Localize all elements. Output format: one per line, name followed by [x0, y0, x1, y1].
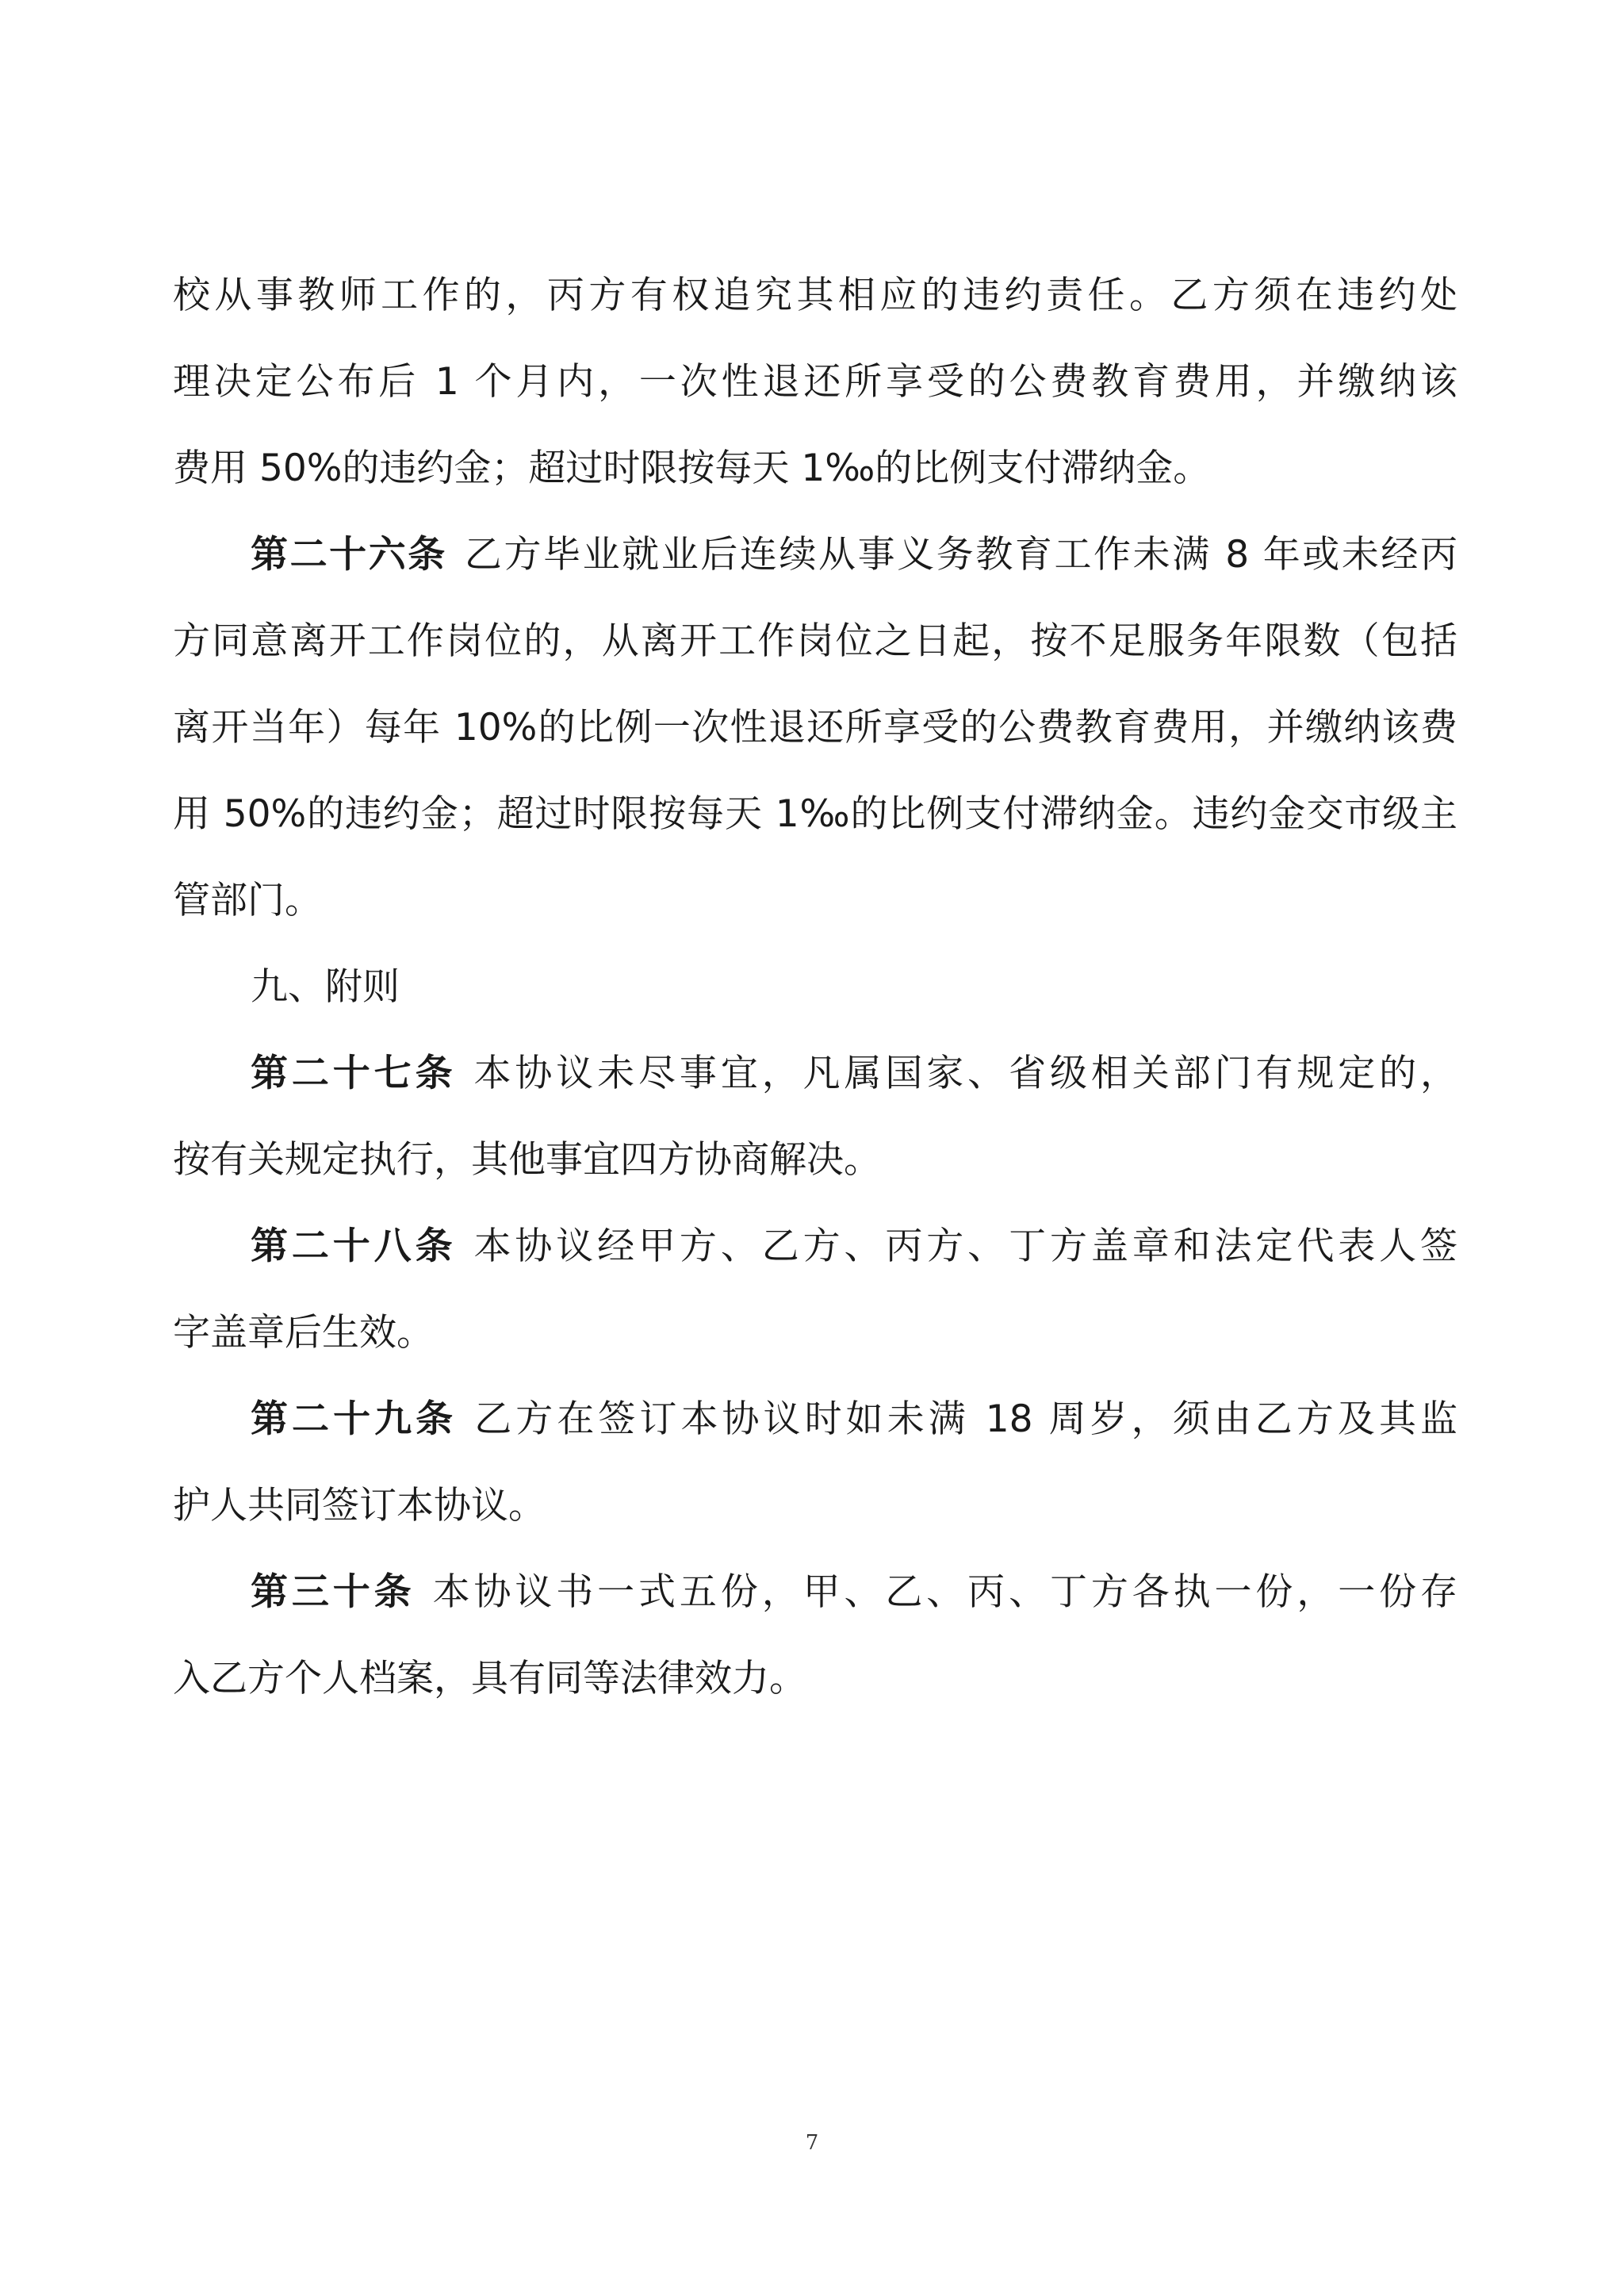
article-27-first-line [173, 1030, 1457, 1117]
line-text: 乙方在签订本协议时如未满 18 周岁，须由乙方及其监 [474, 1397, 1457, 1441]
line-text: 本协议书一式五份，甲、乙、丙、丁方各执一份，一份存 [432, 1570, 1458, 1614]
line-text: 字盖章后生效。 [173, 1311, 434, 1355]
page-number: 7 [805, 2131, 819, 2155]
line-text: 管部门。 [173, 879, 322, 922]
line-text: 理决定公布后 1 个月内，一次性退还所享受的公费教育费用，并缴纳该 [173, 360, 1457, 404]
text-line [173, 1635, 1457, 1722]
line-text: 入乙方个人档案，具有同等法律效力。 [173, 1657, 806, 1700]
article-26-title: 第二十六条 [251, 533, 447, 577]
text-line [173, 857, 1457, 944]
line-text: 护人共同签订本协议。 [173, 1484, 546, 1527]
text-line [173, 339, 1457, 425]
article-28-first-line [173, 1203, 1457, 1290]
line-text: 方同意离开工作岗位的，从离开工作岗位之日起，按不足服务年限数（包括 [173, 619, 1457, 663]
section-9-title: 九、附则 [251, 965, 400, 1009]
line-text: 按有关规定执行，其他事宜四方协商解决。 [173, 1138, 881, 1182]
text-line [173, 1290, 1457, 1376]
line-text: 本协议未尽事宜，凡属国家、省级相关部门有规定的， [473, 1052, 1458, 1095]
article-26-first-line [173, 512, 1457, 598]
line-text: 校从事教师工作的，丙方有权追究其相应的违约责任。乙方须在违约处 [173, 274, 1457, 317]
document-body [173, 252, 1457, 1722]
article-27-title: 第二十七条 [251, 1052, 457, 1095]
article-28-title: 第二十八条 [251, 1225, 457, 1268]
text-line [173, 771, 1457, 857]
text-line [173, 1462, 1457, 1549]
article-29-title: 第二十九条 [251, 1397, 458, 1441]
article-29-first-line [173, 1376, 1457, 1462]
line-text: 乙方毕业就业后连续从事义务教育工作未满 8 年或未经丙 [464, 533, 1458, 577]
text-line [173, 598, 1457, 684]
text-line [173, 1117, 1457, 1203]
line-text: 本协议经甲方、乙方、丙方、丁方盖章和法定代表人签 [473, 1225, 1458, 1268]
text-line [173, 252, 1457, 339]
text-line [173, 425, 1457, 512]
text-line [173, 684, 1457, 771]
line-text: 费用 50%的违约金；超过时限按每天 1‰的比例支付滞纳金。 [173, 447, 1211, 490]
line-text: 离开当年）每年 10%的比例一次性退还所享受的公费教育费用，并缴纳该费 [173, 706, 1457, 749]
article-30-first-line [173, 1549, 1457, 1635]
section-heading [173, 944, 1457, 1030]
article-30-title: 第三十条 [251, 1570, 416, 1614]
line-text: 用 50%的违约金；超过时限按每天 1‰的比例支付滞纳金。违约金交市级主 [173, 792, 1457, 836]
